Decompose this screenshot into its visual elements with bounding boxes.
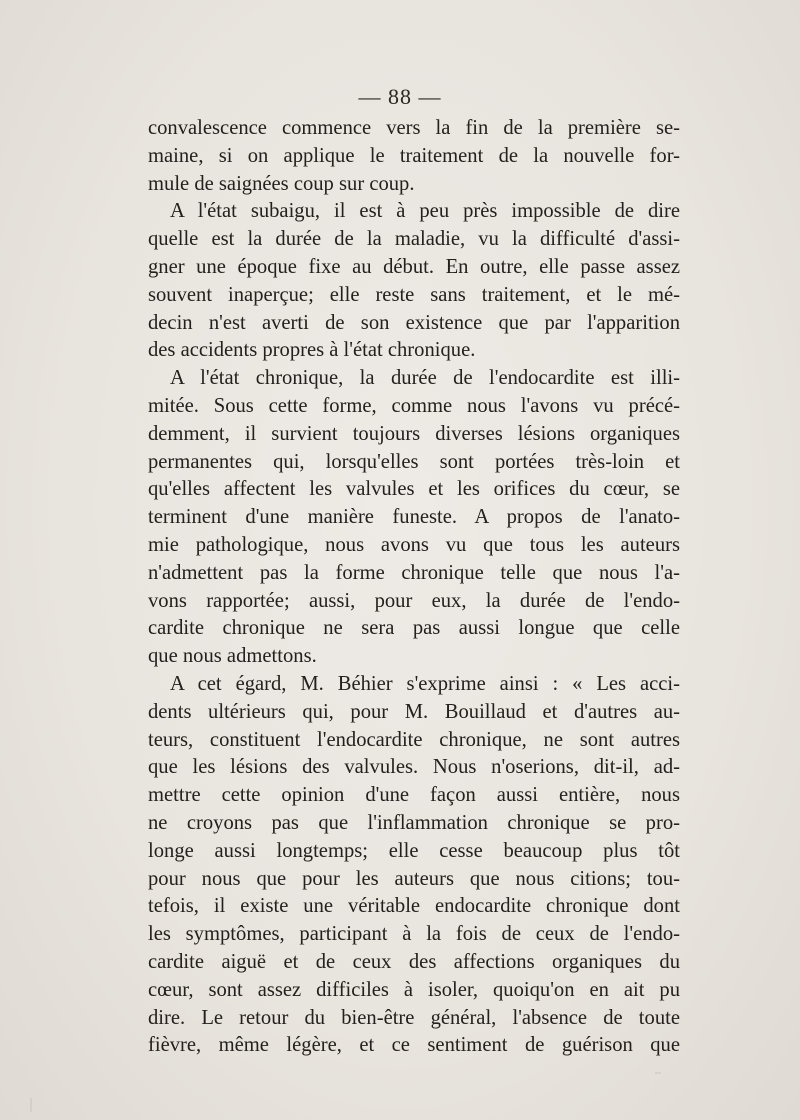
text-line: A l'état chronique, la durée de l'endocardite est illi- <box>170 367 680 390</box>
text-line: les symptômes, participant à la fois de ceux de l'endo- <box>148 923 680 946</box>
text-line: des accidents propres à l'état chronique. <box>148 339 476 362</box>
text-line: convalescence commence vers la fin de la première se- <box>148 117 680 139</box>
text-line: ne croyons pas que l'inflammation chronique se pro- <box>148 811 680 834</box>
text-line: n'admettent pas la forme chronique telle que nous l'a- <box>148 561 680 584</box>
text-line: permanentes qui, lorsqu'elles sont portées très-loin et <box>148 450 680 473</box>
paper-fleck <box>655 1072 661 1074</box>
text-line: fièvre, même légère, et ce sentiment de guérison que <box>148 1034 680 1057</box>
text-line: cœur, sont assez difficiles à isoler, quoiqu'on en ait pu <box>148 978 680 1001</box>
text-line: mule de saignées coup sur coup. <box>148 172 415 195</box>
text-line: vons rapportée; aussi, pour eux, la durée de l'endo- <box>148 589 680 612</box>
text-line: decin n'est averti de son existence que par l'apparition <box>148 311 680 334</box>
text-line: demment, il survient toujours diverses lésions organiques <box>148 422 680 445</box>
text-line: teurs, constituent l'endocardite chronique, ne sont autres <box>148 728 680 751</box>
text-line: dents ultérieurs qui, pour M. Bouillaud et d'autres au- <box>148 700 680 723</box>
text-line: maine, si on applique le traitement de la nouvelle for- <box>148 144 680 167</box>
text-line: terminent d'une manière funeste. A propos de l'anato- <box>148 506 680 529</box>
text-line: tefois, il existe une véritable endocardite chronique dont <box>148 895 680 918</box>
page-number: — 88 — <box>358 84 442 109</box>
text-line: que les lésions des valvules. Nous n'oserions, dit-il, ad- <box>148 756 680 779</box>
text-line: qu'elles affectent les valvules et les orifices du cœur, se <box>148 478 680 501</box>
paper-fleck <box>30 1098 32 1112</box>
text-line: A l'état subaigu, il est à peu près impossible de dire <box>170 200 680 223</box>
text-line: dire. Le retour du bien-être général, l'absence de toute <box>148 1006 680 1029</box>
text-line: mitée. Sous cette forme, comme nous l'avons vu précé- <box>148 394 680 417</box>
text-line: cardite chronique ne sera pas aussi longue que celle <box>148 617 680 640</box>
text-line: que nous admettons. <box>148 645 317 668</box>
text-line: gner une époque fixe au début. En outre, elle passe assez <box>148 255 680 278</box>
text-line: mettre cette opinion d'une façon aussi entière, nous <box>148 784 680 807</box>
text-line: souvent inaperçue; elle reste sans traitement, et le mé- <box>148 283 680 306</box>
text-line: cardite aiguë et de ceux des affections organiques du <box>148 950 680 973</box>
text-line: pour nous que pour les auteurs que nous citions; tou- <box>148 867 680 890</box>
text-line: quelle est la durée de la maladie, vu la difficulté d'assi- <box>148 228 680 251</box>
text-line: A cet égard, M. Béhier s'exprime ainsi : « Les acci- <box>170 672 680 695</box>
text-line: mie pathologique, nous avons vu que tous les auteurs <box>148 533 680 556</box>
body-text <box>148 115 680 1060</box>
text-line: longe aussi longtemps; elle cesse beaucoup plus tôt <box>148 839 680 862</box>
